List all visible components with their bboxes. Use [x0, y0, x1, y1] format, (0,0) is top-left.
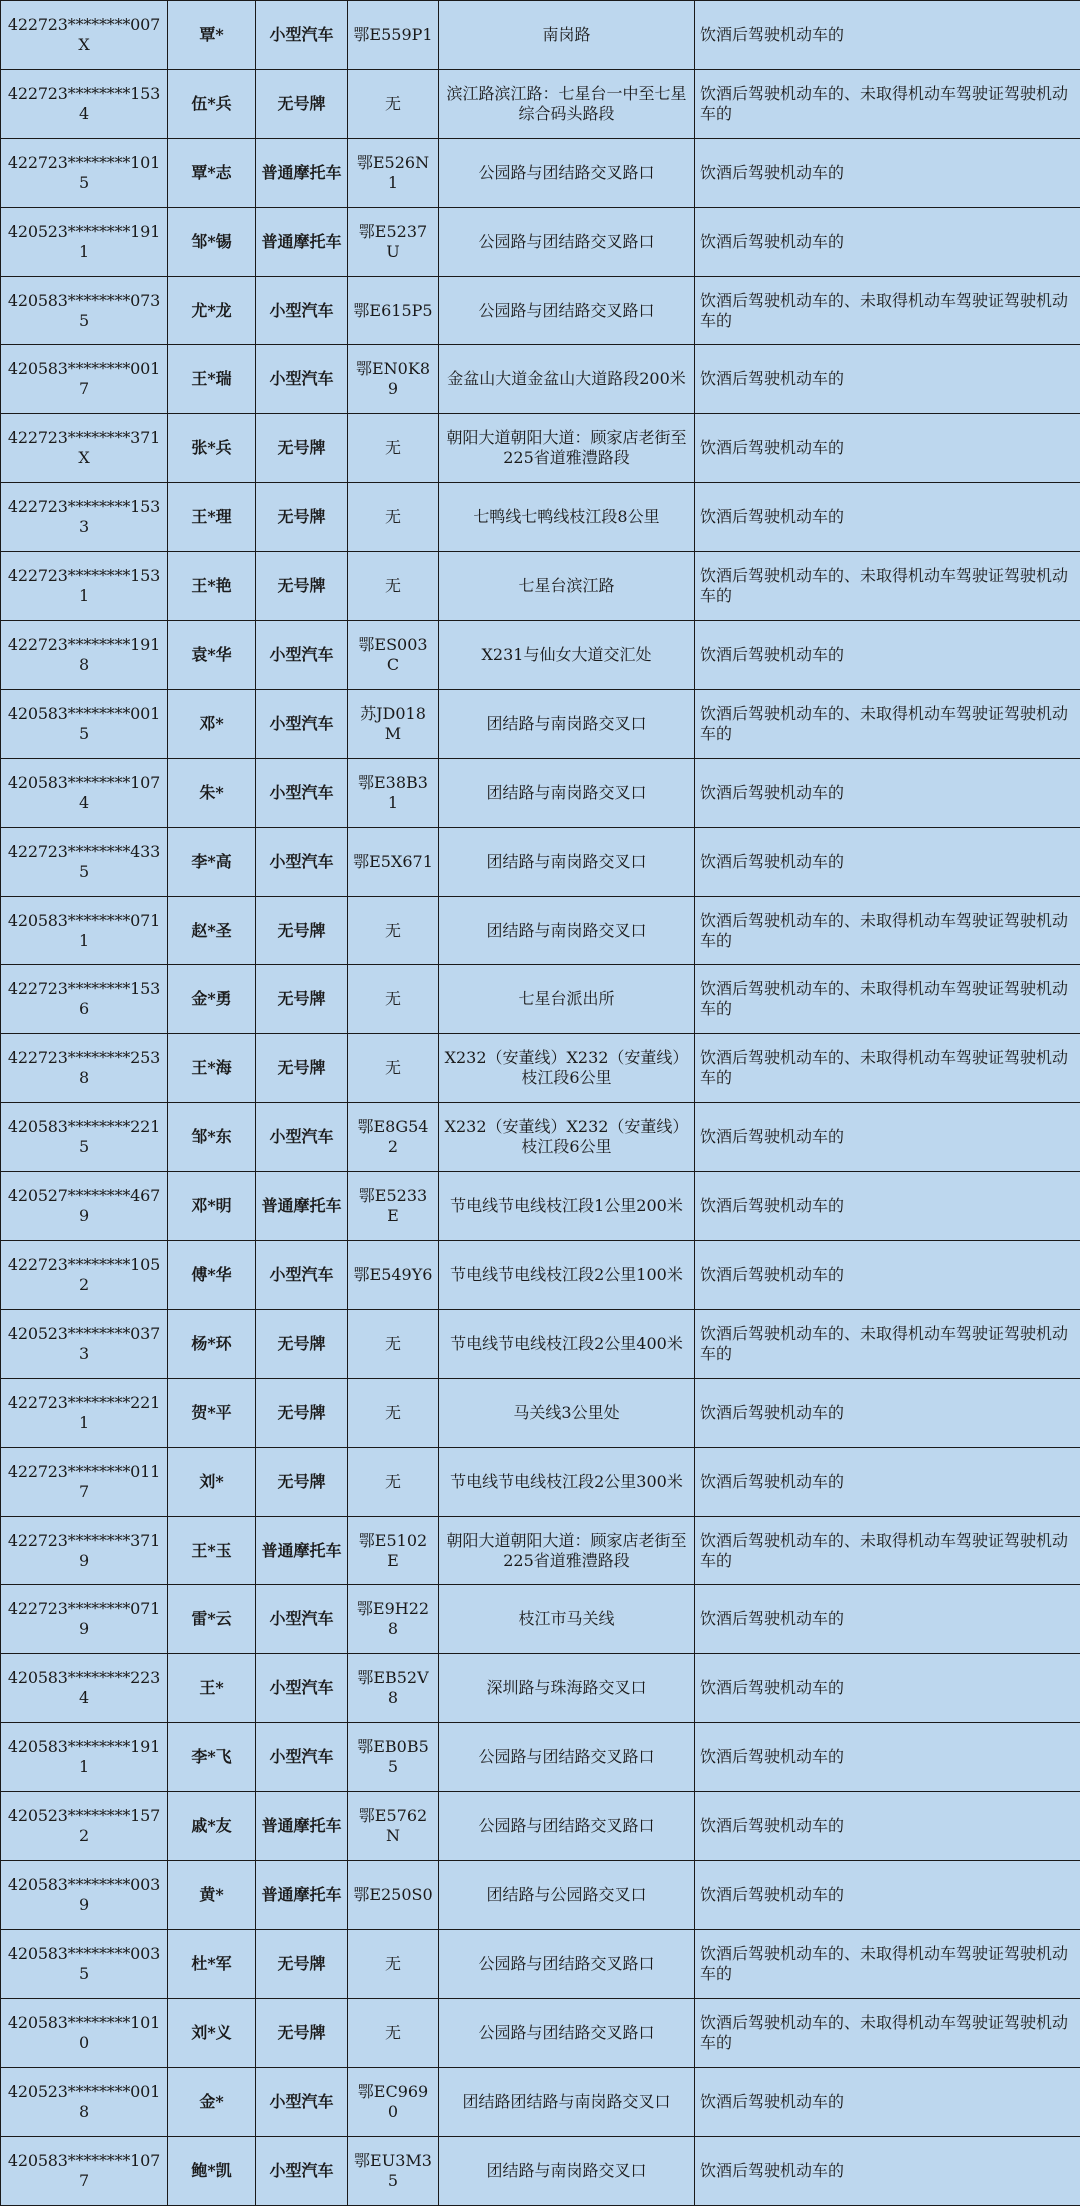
driver-name-cell: 王*瑞	[168, 345, 256, 414]
table-row	[1, 1723, 1080, 1792]
location-cell: 公园路与团结路交叉路口	[439, 1998, 695, 2067]
table-row	[1, 1378, 1080, 1447]
driver-name-cell: 袁*华	[168, 621, 256, 690]
plate-number-cell: 无	[348, 1034, 439, 1103]
offense-cell: 饮酒后驾驶机动车的	[695, 621, 1080, 690]
plate-number-cell: 鄂E615P5	[348, 276, 439, 345]
offense-cell: 饮酒后驾驶机动车的	[695, 138, 1080, 207]
driver-name-cell: 覃*	[168, 1, 256, 70]
driver-name-cell: 刘*义	[168, 1998, 256, 2067]
location-cell: 公园路与团结路交叉路口	[439, 1929, 695, 1998]
plate-number-cell: 鄂E5233E	[348, 1172, 439, 1241]
plate-number-cell: 鄂E250S0	[348, 1861, 439, 1930]
plate-number-cell: 无	[348, 483, 439, 552]
location-cell: X232（安董线）X232（安董线）枝江段6公里	[439, 1103, 695, 1172]
table-row	[1, 1103, 1080, 1172]
table-row	[1, 345, 1080, 414]
id-number-cell: 420583********0015	[1, 689, 168, 758]
table-row	[1, 1516, 1080, 1585]
vehicle-type-cell: 小型汽车	[256, 1241, 348, 1310]
driver-name-cell: 杨*环	[168, 1309, 256, 1378]
id-number-cell: 420583********1911	[1, 1723, 168, 1792]
location-cell: 公园路与团结路交叉路口	[439, 138, 695, 207]
id-number-cell: 420583********1010	[1, 1998, 168, 2067]
id-number-cell: 420583********1077	[1, 2136, 168, 2205]
driver-name-cell: 戚*友	[168, 1792, 256, 1861]
id-number-cell: 422723********1918	[1, 621, 168, 690]
table-row	[1, 483, 1080, 552]
id-number-cell: 422723********1052	[1, 1241, 168, 1310]
id-number-cell: 420527********4679	[1, 1172, 168, 1241]
offense-cell: 饮酒后驾驶机动车的	[695, 1447, 1080, 1516]
driver-name-cell: 王*艳	[168, 552, 256, 621]
driver-name-cell: 金*	[168, 2067, 256, 2136]
location-cell: 七鸭线七鸭线枝江段8公里	[439, 483, 695, 552]
driver-name-cell: 张*兵	[168, 414, 256, 483]
location-cell: 团结路与南岗路交叉口	[439, 758, 695, 827]
location-cell: 节电线节电线枝江段2公里400米	[439, 1309, 695, 1378]
table-row	[1, 1654, 1080, 1723]
vehicle-type-cell: 无号牌	[256, 552, 348, 621]
id-number-cell: 422723********1531	[1, 552, 168, 621]
driver-name-cell: 邓*	[168, 689, 256, 758]
vehicle-type-cell: 小型汽车	[256, 689, 348, 758]
vehicle-type-cell: 小型汽车	[256, 1723, 348, 1792]
offense-cell: 饮酒后驾驶机动车的	[695, 2067, 1080, 2136]
location-cell: 七星台派出所	[439, 965, 695, 1034]
vehicle-type-cell: 小型汽车	[256, 2136, 348, 2205]
driver-name-cell: 李*飞	[168, 1723, 256, 1792]
location-cell: 公园路与团结路交叉路口	[439, 1792, 695, 1861]
vehicle-type-cell: 无号牌	[256, 1378, 348, 1447]
id-number-cell: 422723********1534	[1, 69, 168, 138]
vehicle-type-cell: 小型汽车	[256, 621, 348, 690]
offense-cell: 饮酒后驾驶机动车的、未取得机动车驾驶证驾驶机动车的	[695, 69, 1080, 138]
table-row	[1, 2136, 1080, 2205]
location-cell: 朝阳大道朝阳大道：顾家店老街至225省道雅澧路段	[439, 414, 695, 483]
offense-cell: 饮酒后驾驶机动车的	[695, 1585, 1080, 1654]
driver-name-cell: 傅*华	[168, 1241, 256, 1310]
id-number-cell: 420583********0711	[1, 896, 168, 965]
offense-cell: 饮酒后驾驶机动车的、未取得机动车驾驶证驾驶机动车的	[695, 276, 1080, 345]
vehicle-type-cell: 无号牌	[256, 1998, 348, 2067]
id-number-cell: 420523********1572	[1, 1792, 168, 1861]
offense-cell: 饮酒后驾驶机动车的、未取得机动车驾驶证驾驶机动车的	[695, 896, 1080, 965]
plate-number-cell: 鄂E5102E	[348, 1516, 439, 1585]
plate-number-cell: 无	[348, 414, 439, 483]
table-row	[1, 69, 1080, 138]
location-cell: 枝江市马关线	[439, 1585, 695, 1654]
id-number-cell: 420583********2215	[1, 1103, 168, 1172]
location-cell: 团结路与公园路交叉口	[439, 1861, 695, 1930]
driver-name-cell: 贺*平	[168, 1378, 256, 1447]
location-cell: 金盆山大道金盆山大道路段200米	[439, 345, 695, 414]
location-cell: 公园路与团结路交叉路口	[439, 207, 695, 276]
table-row	[1, 1447, 1080, 1516]
table-row	[1, 276, 1080, 345]
location-cell: 团结路团结路与南岗路交叉口	[439, 2067, 695, 2136]
plate-number-cell: 苏JD018M	[348, 689, 439, 758]
vehicle-type-cell: 小型汽车	[256, 2067, 348, 2136]
plate-number-cell: 鄂E559P1	[348, 1, 439, 70]
driver-name-cell: 李*高	[168, 827, 256, 896]
id-number-cell: 422723********2211	[1, 1378, 168, 1447]
location-cell: 团结路与南岗路交叉口	[439, 689, 695, 758]
vehicle-type-cell: 小型汽车	[256, 1654, 348, 1723]
location-cell: 节电线节电线枝江段1公里200米	[439, 1172, 695, 1241]
table-row	[1, 1792, 1080, 1861]
id-number-cell: 420583********2234	[1, 1654, 168, 1723]
table-row	[1, 207, 1080, 276]
offense-cell: 饮酒后驾驶机动车的	[695, 1, 1080, 70]
id-number-cell: 422723********371X	[1, 414, 168, 483]
driver-name-cell: 覃*志	[168, 138, 256, 207]
plate-number-cell: 无	[348, 1378, 439, 1447]
vehicle-type-cell: 小型汽车	[256, 827, 348, 896]
offense-cell: 饮酒后驾驶机动车的、未取得机动车驾驶证驾驶机动车的	[695, 689, 1080, 758]
vehicle-type-cell: 小型汽车	[256, 345, 348, 414]
vehicle-type-cell: 无号牌	[256, 1034, 348, 1103]
id-number-cell: 422723********1533	[1, 483, 168, 552]
vehicle-type-cell: 普通摩托车	[256, 1172, 348, 1241]
plate-number-cell: 鄂EC9690	[348, 2067, 439, 2136]
id-number-cell: 422723********0117	[1, 1447, 168, 1516]
table-row	[1, 2067, 1080, 2136]
offense-cell: 饮酒后驾驶机动车的	[695, 483, 1080, 552]
offense-cell: 饮酒后驾驶机动车的	[695, 1172, 1080, 1241]
offense-cell: 饮酒后驾驶机动车的、未取得机动车驾驶证驾驶机动车的	[695, 965, 1080, 1034]
offense-cell: 饮酒后驾驶机动车的	[695, 1103, 1080, 1172]
table-row	[1, 1, 1080, 70]
offense-cell: 饮酒后驾驶机动车的	[695, 758, 1080, 827]
id-number-cell: 420583********0035	[1, 1929, 168, 1998]
id-number-cell: 422723********0719	[1, 1585, 168, 1654]
vehicle-type-cell: 无号牌	[256, 1929, 348, 1998]
driver-name-cell: 刘*	[168, 1447, 256, 1516]
driver-name-cell: 尤*龙	[168, 276, 256, 345]
vehicle-type-cell: 小型汽车	[256, 1, 348, 70]
vehicle-type-cell: 无号牌	[256, 1447, 348, 1516]
id-number-cell: 422723********3719	[1, 1516, 168, 1585]
offense-cell: 饮酒后驾驶机动车的	[695, 1378, 1080, 1447]
vehicle-type-cell: 无号牌	[256, 896, 348, 965]
location-cell: X232（安董线）X232（安董线）枝江段6公里	[439, 1034, 695, 1103]
plate-number-cell: 鄂EB0B55	[348, 1723, 439, 1792]
plate-number-cell: 鄂ES003C	[348, 621, 439, 690]
driver-name-cell: 邓*明	[168, 1172, 256, 1241]
vehicle-type-cell: 普通摩托车	[256, 1861, 348, 1930]
driver-name-cell: 鲍*凯	[168, 2136, 256, 2205]
offense-cell: 饮酒后驾驶机动车的	[695, 1792, 1080, 1861]
table-row	[1, 1241, 1080, 1310]
offense-cell: 饮酒后驾驶机动车的	[695, 827, 1080, 896]
offense-cell: 饮酒后驾驶机动车的	[695, 1861, 1080, 1930]
driver-name-cell: 王*理	[168, 483, 256, 552]
table-row	[1, 758, 1080, 827]
driver-name-cell: 王*玉	[168, 1516, 256, 1585]
vehicle-type-cell: 无号牌	[256, 965, 348, 1034]
driver-name-cell: 朱*	[168, 758, 256, 827]
location-cell: 节电线节电线枝江段2公里100米	[439, 1241, 695, 1310]
id-number-cell: 422723********1015	[1, 138, 168, 207]
offense-cell: 饮酒后驾驶机动车的	[695, 207, 1080, 276]
driver-name-cell: 王*海	[168, 1034, 256, 1103]
plate-number-cell: 无	[348, 965, 439, 1034]
table-row	[1, 689, 1080, 758]
table-row	[1, 896, 1080, 965]
offense-cell: 饮酒后驾驶机动车的、未取得机动车驾驶证驾驶机动车的	[695, 1998, 1080, 2067]
driver-name-cell: 伍*兵	[168, 69, 256, 138]
vehicle-type-cell: 普通摩托车	[256, 138, 348, 207]
location-cell: 节电线节电线枝江段2公里300米	[439, 1447, 695, 1516]
location-cell: 滨江路滨江路：七星台一中至七星综合码头路段	[439, 69, 695, 138]
offense-cell: 饮酒后驾驶机动车的、未取得机动车驾驶证驾驶机动车的	[695, 1034, 1080, 1103]
plate-number-cell: 无	[348, 1998, 439, 2067]
driver-name-cell: 黄*	[168, 1861, 256, 1930]
id-number-cell: 420583********0039	[1, 1861, 168, 1930]
offense-cell: 饮酒后驾驶机动车的	[695, 2136, 1080, 2205]
location-cell: 团结路与南岗路交叉口	[439, 896, 695, 965]
id-number-cell: 420523********0373	[1, 1309, 168, 1378]
vehicle-type-cell: 小型汽车	[256, 1103, 348, 1172]
location-cell: 公园路与团结路交叉路口	[439, 1723, 695, 1792]
table-row	[1, 827, 1080, 896]
driver-name-cell: 杜*军	[168, 1929, 256, 1998]
id-number-cell: 420583********0735	[1, 276, 168, 345]
location-cell: X231与仙女大道交汇处	[439, 621, 695, 690]
plate-number-cell: 鄂E5237U	[348, 207, 439, 276]
plate-number-cell: 鄂E8G542	[348, 1103, 439, 1172]
vehicle-type-cell: 小型汽车	[256, 1585, 348, 1654]
id-number-cell: 420583********0017	[1, 345, 168, 414]
driver-name-cell: 赵*圣	[168, 896, 256, 965]
offense-cell: 饮酒后驾驶机动车的	[695, 414, 1080, 483]
plate-number-cell: 无	[348, 1929, 439, 1998]
table-row	[1, 1998, 1080, 2067]
table-row	[1, 965, 1080, 1034]
vehicle-type-cell: 无号牌	[256, 414, 348, 483]
id-number-cell: 422723********1536	[1, 965, 168, 1034]
table-row	[1, 1172, 1080, 1241]
plate-number-cell: 无	[348, 69, 439, 138]
plate-number-cell: 鄂E5762N	[348, 1792, 439, 1861]
plate-number-cell: 鄂EU3M35	[348, 2136, 439, 2205]
table-row	[1, 621, 1080, 690]
location-cell: 南岗路	[439, 1, 695, 70]
location-cell: 马关线3公里处	[439, 1378, 695, 1447]
vehicle-type-cell: 普通摩托车	[256, 1792, 348, 1861]
vehicle-type-cell: 普通摩托车	[256, 1516, 348, 1585]
offense-cell: 饮酒后驾驶机动车的、未取得机动车驾驶证驾驶机动车的	[695, 1929, 1080, 1998]
table-row	[1, 138, 1080, 207]
plate-number-cell: 鄂E5X671	[348, 827, 439, 896]
offense-cell: 饮酒后驾驶机动车的、未取得机动车驾驶证驾驶机动车的	[695, 1516, 1080, 1585]
id-number-cell: 420583********1074	[1, 758, 168, 827]
location-cell: 朝阳大道朝阳大道：顾家店老街至225省道雅澧路段	[439, 1516, 695, 1585]
table-row	[1, 1585, 1080, 1654]
plate-number-cell: 鄂E9H228	[348, 1585, 439, 1654]
plate-number-cell: 鄂E526N1	[348, 138, 439, 207]
table-row	[1, 1034, 1080, 1103]
plate-number-cell: 无	[348, 552, 439, 621]
location-cell: 公园路与团结路交叉路口	[439, 276, 695, 345]
plate-number-cell: 鄂E549Y6	[348, 1241, 439, 1310]
id-number-cell: 420523********1911	[1, 207, 168, 276]
id-number-cell: 422723********4335	[1, 827, 168, 896]
vehicle-type-cell: 小型汽车	[256, 276, 348, 345]
plate-number-cell: 无	[348, 896, 439, 965]
offense-cell: 饮酒后驾驶机动车的	[695, 1723, 1080, 1792]
id-number-cell: 420523********0018	[1, 2067, 168, 2136]
location-cell: 七星台滨江路	[439, 552, 695, 621]
table-row	[1, 552, 1080, 621]
offense-cell: 饮酒后驾驶机动车的	[695, 1654, 1080, 1723]
driver-name-cell: 王*	[168, 1654, 256, 1723]
table-row	[1, 1861, 1080, 1930]
table-row	[1, 1929, 1080, 1998]
driver-name-cell: 邹*东	[168, 1103, 256, 1172]
location-cell: 深圳路与珠海路交叉口	[439, 1654, 695, 1723]
vehicle-type-cell: 无号牌	[256, 483, 348, 552]
plate-number-cell: 鄂E38B31	[348, 758, 439, 827]
plate-number-cell: 鄂EN0K89	[348, 345, 439, 414]
id-number-cell: 422723********007X	[1, 1, 168, 70]
offense-cell: 饮酒后驾驶机动车的、未取得机动车驾驶证驾驶机动车的	[695, 1309, 1080, 1378]
id-number-cell: 422723********2538	[1, 1034, 168, 1103]
driver-name-cell: 雷*云	[168, 1585, 256, 1654]
offense-cell: 饮酒后驾驶机动车的	[695, 1241, 1080, 1310]
plate-number-cell: 无	[348, 1447, 439, 1516]
offense-cell: 饮酒后驾驶机动车的、未取得机动车驾驶证驾驶机动车的	[695, 552, 1080, 621]
vehicle-type-cell: 无号牌	[256, 1309, 348, 1378]
table-body	[1, 1, 1080, 2206]
table-row	[1, 414, 1080, 483]
table-row	[1, 1309, 1080, 1378]
plate-number-cell: 鄂EB52V8	[348, 1654, 439, 1723]
location-cell: 团结路与南岗路交叉口	[439, 827, 695, 896]
driver-name-cell: 金*勇	[168, 965, 256, 1034]
location-cell: 团结路与南岗路交叉口	[439, 2136, 695, 2205]
driver-name-cell: 邹*锡	[168, 207, 256, 276]
plate-number-cell: 无	[348, 1309, 439, 1378]
vehicle-type-cell: 小型汽车	[256, 758, 348, 827]
vehicle-type-cell: 普通摩托车	[256, 207, 348, 276]
vehicle-type-cell: 无号牌	[256, 69, 348, 138]
offense-cell: 饮酒后驾驶机动车的	[695, 345, 1080, 414]
